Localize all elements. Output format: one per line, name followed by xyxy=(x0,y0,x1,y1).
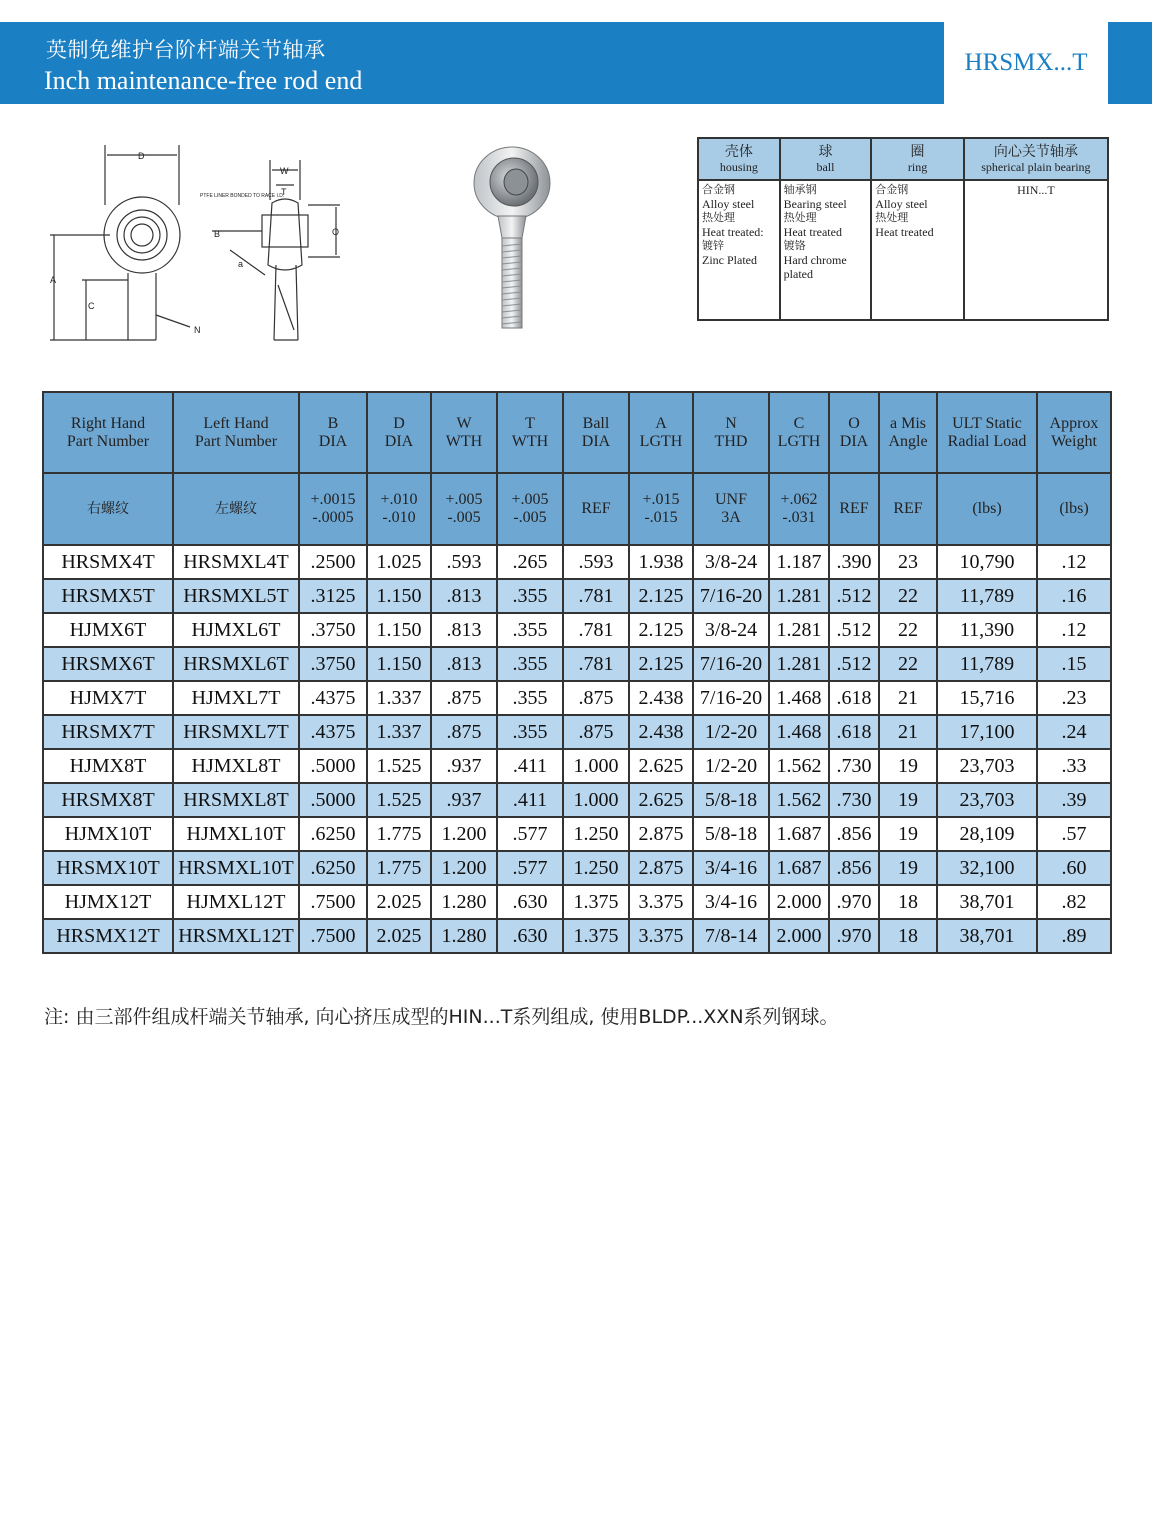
table-cell: .813 xyxy=(431,579,497,613)
table-row xyxy=(43,817,1111,851)
table-row xyxy=(43,681,1111,715)
mat-cell-housing: 合金钢 Alloy steel 热处理 Heat treated: 镀锌 Zinc Plated xyxy=(698,180,780,320)
table-cell: .15 xyxy=(1037,647,1111,681)
drawing-label-ptfe: PTFE LINER BONDED TO RACE I.D. xyxy=(200,193,285,199)
table-cell: 1.280 xyxy=(431,919,497,953)
table-cell: 1.687 xyxy=(769,817,829,851)
table-cell: 5/8-18 xyxy=(693,817,769,851)
spec-header-col-12: ULT Static Radial Load xyxy=(937,392,1037,473)
spec-header-col-0: Right Hand Part Number xyxy=(43,392,173,473)
table-cell: 2.438 xyxy=(629,715,693,749)
table-cell: 7/16-20 xyxy=(693,681,769,715)
table-cell: 1.150 xyxy=(367,647,431,681)
table-cell: 1/2-20 xyxy=(693,749,769,783)
table-cell: 38,701 xyxy=(937,919,1037,953)
spec-header-col-2: B DIA xyxy=(299,392,367,473)
table-cell: .5000 xyxy=(299,749,367,783)
table-cell: 1.280 xyxy=(431,885,497,919)
mat-cell-bearing: HIN...T xyxy=(964,180,1108,320)
table-cell: 2.438 xyxy=(629,681,693,715)
drawing-label-t: T xyxy=(281,187,287,197)
table-cell: 1.250 xyxy=(563,851,629,885)
table-cell: .970 xyxy=(829,885,879,919)
table-cell: .24 xyxy=(1037,715,1111,749)
table-cell: .618 xyxy=(829,715,879,749)
table-cell: 1.187 xyxy=(769,545,829,579)
drawing-label-alpha: a xyxy=(238,259,244,269)
table-cell: .3750 xyxy=(299,647,367,681)
table-row xyxy=(43,885,1111,919)
table-cell: .937 xyxy=(431,749,497,783)
table-cell: HRSMX6T xyxy=(43,647,173,681)
table-cell: .512 xyxy=(829,647,879,681)
table-cell: HRSMX7T xyxy=(43,715,173,749)
spec-header-col-4: W WTH xyxy=(431,392,497,473)
table-cell: .16 xyxy=(1037,579,1111,613)
table-cell: HRSMXL5T xyxy=(173,579,299,613)
table-cell: .355 xyxy=(497,715,563,749)
table-cell: 22 xyxy=(879,647,937,681)
table-cell: 2.125 xyxy=(629,579,693,613)
table-cell: .813 xyxy=(431,613,497,647)
spec-header-col-10: O DIA xyxy=(829,392,879,473)
table-cell: .4375 xyxy=(299,681,367,715)
series-code: HRSMX...T xyxy=(964,49,1088,76)
spec-subheader-col-11: REF xyxy=(879,473,937,545)
table-cell: .875 xyxy=(431,715,497,749)
table-cell: .856 xyxy=(829,851,879,885)
table-row xyxy=(43,783,1111,817)
table-cell: .577 xyxy=(497,851,563,885)
table-cell: .5000 xyxy=(299,783,367,817)
table-cell: 1.150 xyxy=(367,613,431,647)
table-cell: 22 xyxy=(879,613,937,647)
mat-cell-ring: 合金钢 Alloy steel 热处理 Heat treated xyxy=(871,180,964,320)
table-cell: 1.200 xyxy=(431,851,497,885)
table-cell: .4375 xyxy=(299,715,367,749)
table-cell: .630 xyxy=(497,919,563,953)
table-cell: .875 xyxy=(563,715,629,749)
table-cell: 1.525 xyxy=(367,783,431,817)
table-row xyxy=(43,579,1111,613)
title-chinese: 英制免维护台阶杆端关节轴承 xyxy=(46,38,326,62)
table-cell: .630 xyxy=(497,885,563,919)
spec-subheader-col-8: UNF 3A xyxy=(693,473,769,545)
table-cell: 2.025 xyxy=(367,919,431,953)
spec-subheader-col-7: +.015 -.015 xyxy=(629,473,693,545)
table-cell: 7/16-20 xyxy=(693,579,769,613)
table-cell: .593 xyxy=(563,545,629,579)
table-cell: 1.025 xyxy=(367,545,431,579)
spec-subheader-col-1: 左螺纹 xyxy=(173,473,299,545)
table-cell: .937 xyxy=(431,783,497,817)
table-cell: 23 xyxy=(879,545,937,579)
spec-subheader-col-12: (lbs) xyxy=(937,473,1037,545)
table-cell: .875 xyxy=(563,681,629,715)
spec-subheader-col-6: REF xyxy=(563,473,629,545)
table-cell: HRSMX4T xyxy=(43,545,173,579)
table-cell: .265 xyxy=(497,545,563,579)
spec-subheader-col-13: (lbs) xyxy=(1037,473,1111,545)
spec-subheader-col-0: 右螺纹 xyxy=(43,473,173,545)
table-cell: 2.625 xyxy=(629,749,693,783)
spec-subheader-col-9: +.062 -.031 xyxy=(769,473,829,545)
table-cell: .411 xyxy=(497,749,563,783)
table-cell: 1.281 xyxy=(769,647,829,681)
table-cell: 1.375 xyxy=(563,919,629,953)
table-cell: .33 xyxy=(1037,749,1111,783)
spec-header-col-9: C LGTH xyxy=(769,392,829,473)
table-cell: .390 xyxy=(829,545,879,579)
table-cell: HJMX10T xyxy=(43,817,173,851)
table-cell: 15,716 xyxy=(937,681,1037,715)
table-cell: 3/4-16 xyxy=(693,851,769,885)
table-cell: 19 xyxy=(879,783,937,817)
table-cell: HRSMXL12T xyxy=(173,919,299,953)
table-cell: 32,100 xyxy=(937,851,1037,885)
table-cell: .856 xyxy=(829,817,879,851)
mat-cell-ball: 轴承钢 Bearing steel 热处理 Heat treated 镀铬 Hard chrome plated xyxy=(780,180,872,320)
spec-header-col-11: a Mis Angle xyxy=(879,392,937,473)
table-cell: 1.000 xyxy=(563,783,629,817)
table-cell: 21 xyxy=(879,681,937,715)
table-cell: .57 xyxy=(1037,817,1111,851)
table-cell: HJMX7T xyxy=(43,681,173,715)
table-row xyxy=(43,851,1111,885)
table-cell: 19 xyxy=(879,851,937,885)
table-cell: 1.000 xyxy=(563,749,629,783)
table-cell: 2.025 xyxy=(367,885,431,919)
table-cell: 19 xyxy=(879,817,937,851)
table-cell: .7500 xyxy=(299,919,367,953)
table-cell: .781 xyxy=(563,579,629,613)
spec-header-col-7: A LGTH xyxy=(629,392,693,473)
spec-subheader-col-10: REF xyxy=(829,473,879,545)
table-cell: 19 xyxy=(879,749,937,783)
spec-subheader-col-5: +.005 -.005 xyxy=(497,473,563,545)
table-cell: 5/8-18 xyxy=(693,783,769,817)
table-cell: .875 xyxy=(431,681,497,715)
table-cell: .512 xyxy=(829,579,879,613)
table-cell: .82 xyxy=(1037,885,1111,919)
table-cell: 1.562 xyxy=(769,783,829,817)
spec-subheader-col-2: +.0015 -.0005 xyxy=(299,473,367,545)
table-cell: 3/8-24 xyxy=(693,613,769,647)
table-cell: HJMXL8T xyxy=(173,749,299,783)
table-row xyxy=(43,919,1111,953)
mat-header-housing: 壳体 housing xyxy=(698,138,780,180)
table-cell: HJMX6T xyxy=(43,613,173,647)
table-cell: 1.468 xyxy=(769,715,829,749)
table-cell: .618 xyxy=(829,681,879,715)
table-cell: HRSMXL7T xyxy=(173,715,299,749)
footnote: 注: 由三部件组成杆端关节轴承, 向心挤压成型的HIN...T系列组成, 使用BLDP...XXN系列钢球。 xyxy=(44,1006,839,1028)
table-cell: 7/16-20 xyxy=(693,647,769,681)
table-cell: .781 xyxy=(563,647,629,681)
table-cell: HRSMXL6T xyxy=(173,647,299,681)
table-cell: HRSMX10T xyxy=(43,851,173,885)
table-cell: 1.775 xyxy=(367,851,431,885)
table-cell: 11,789 xyxy=(937,579,1037,613)
table-cell: .39 xyxy=(1037,783,1111,817)
spec-header-col-8: N THD xyxy=(693,392,769,473)
spec-header-col-5: T WTH xyxy=(497,392,563,473)
materials-table xyxy=(697,137,1109,321)
drawing-label-n: N xyxy=(194,325,201,335)
spec-header-col-1: Left Hand Part Number xyxy=(173,392,299,473)
table-cell: .355 xyxy=(497,613,563,647)
table-cell: HRSMX5T xyxy=(43,579,173,613)
table-cell: HRSMX12T xyxy=(43,919,173,953)
drawing-label-b: B xyxy=(214,229,221,239)
table-cell: 18 xyxy=(879,885,937,919)
table-cell: 17,100 xyxy=(937,715,1037,749)
table-cell: 1.337 xyxy=(367,715,431,749)
table-cell: 2.875 xyxy=(629,851,693,885)
drawing-label-o: O xyxy=(332,227,340,237)
drawing-label-c: C xyxy=(88,301,95,311)
spec-subheader-col-3: +.010 -.010 xyxy=(367,473,431,545)
spec-header-col-6: Ball DIA xyxy=(563,392,629,473)
table-row xyxy=(43,545,1111,579)
title-english: Inch maintenance-free rod end xyxy=(44,66,363,95)
table-cell: 1.562 xyxy=(769,749,829,783)
table-cell: .355 xyxy=(497,681,563,715)
table-cell: .577 xyxy=(497,817,563,851)
table-cell: 3.375 xyxy=(629,919,693,953)
spec-table xyxy=(42,391,1112,954)
table-cell: .730 xyxy=(829,749,879,783)
mat-header-bearing: 向心关节轴承 spherical plain bearing xyxy=(964,138,1108,180)
technical-drawing xyxy=(40,135,370,350)
table-cell: .23 xyxy=(1037,681,1111,715)
table-cell: .7500 xyxy=(299,885,367,919)
table-cell: HJMXL7T xyxy=(173,681,299,715)
drawing-label-a: A xyxy=(50,275,57,285)
table-cell: .89 xyxy=(1037,919,1111,953)
table-cell: HJMX8T xyxy=(43,749,173,783)
table-cell: HRSMXL10T xyxy=(173,851,299,885)
table-cell: 1.200 xyxy=(431,817,497,851)
table-cell: .12 xyxy=(1037,613,1111,647)
table-cell: 7/8-14 xyxy=(693,919,769,953)
table-cell: 2.000 xyxy=(769,885,829,919)
table-cell: HRSMXL8T xyxy=(173,783,299,817)
table-cell: 28,109 xyxy=(937,817,1037,851)
table-cell: HRSMXL4T xyxy=(173,545,299,579)
table-cell: 2.000 xyxy=(769,919,829,953)
table-cell: .813 xyxy=(431,647,497,681)
spec-header-col-13: Approx Weight xyxy=(1037,392,1111,473)
table-row xyxy=(43,715,1111,749)
table-cell: 1.687 xyxy=(769,851,829,885)
drawing-label-d: D xyxy=(138,151,145,161)
table-cell: 3/4-16 xyxy=(693,885,769,919)
table-cell: 1.938 xyxy=(629,545,693,579)
table-row xyxy=(43,647,1111,681)
drawing-label-w: W xyxy=(280,166,289,176)
table-cell: 1.281 xyxy=(769,613,829,647)
table-cell: 1.468 xyxy=(769,681,829,715)
table-cell: 22 xyxy=(879,579,937,613)
table-cell: 21 xyxy=(879,715,937,749)
table-cell: 1.281 xyxy=(769,579,829,613)
table-cell: .355 xyxy=(497,579,563,613)
table-cell: HJMXL10T xyxy=(173,817,299,851)
table-cell: 1.775 xyxy=(367,817,431,851)
table-cell: .2500 xyxy=(299,545,367,579)
header-accent-bar xyxy=(1108,22,1152,104)
table-cell: .512 xyxy=(829,613,879,647)
table-cell: .6250 xyxy=(299,817,367,851)
table-cell: 1.150 xyxy=(367,579,431,613)
table-cell: .6250 xyxy=(299,851,367,885)
table-cell: 11,390 xyxy=(937,613,1037,647)
mat-header-ball: 球 ball xyxy=(780,138,872,180)
table-cell: 23,703 xyxy=(937,783,1037,817)
table-cell: HRSMX8T xyxy=(43,783,173,817)
table-cell: 11,789 xyxy=(937,647,1037,681)
table-row xyxy=(43,749,1111,783)
spec-subheader-col-4: +.005 -.005 xyxy=(431,473,497,545)
table-cell: 2.125 xyxy=(629,647,693,681)
table-cell: 18 xyxy=(879,919,937,953)
table-row xyxy=(43,613,1111,647)
table-cell: .593 xyxy=(431,545,497,579)
table-cell: .411 xyxy=(497,783,563,817)
table-cell: 2.625 xyxy=(629,783,693,817)
table-cell: 1.375 xyxy=(563,885,629,919)
mat-header-ring: 圈 ring xyxy=(871,138,964,180)
table-cell: .970 xyxy=(829,919,879,953)
table-cell: .781 xyxy=(563,613,629,647)
table-cell: 2.875 xyxy=(629,817,693,851)
table-cell: .60 xyxy=(1037,851,1111,885)
table-cell: 1/2-20 xyxy=(693,715,769,749)
table-cell: .3125 xyxy=(299,579,367,613)
table-cell: 10,790 xyxy=(937,545,1037,579)
table-cell: 1.250 xyxy=(563,817,629,851)
table-cell: HJMX12T xyxy=(43,885,173,919)
table-cell: 2.125 xyxy=(629,613,693,647)
spec-header-col-3: D DIA xyxy=(367,392,431,473)
table-cell: 1.337 xyxy=(367,681,431,715)
table-cell: 3/8-24 xyxy=(693,545,769,579)
table-cell: 38,701 xyxy=(937,885,1037,919)
table-cell: 23,703 xyxy=(937,749,1037,783)
table-cell: 1.525 xyxy=(367,749,431,783)
table-cell: HJMXL6T xyxy=(173,613,299,647)
table-cell: .730 xyxy=(829,783,879,817)
table-cell: .3750 xyxy=(299,613,367,647)
table-cell: 3.375 xyxy=(629,885,693,919)
header-band xyxy=(0,22,944,104)
table-cell: HJMXL12T xyxy=(173,885,299,919)
product-photo xyxy=(460,138,560,338)
table-cell: .12 xyxy=(1037,545,1111,579)
table-cell: .355 xyxy=(497,647,563,681)
